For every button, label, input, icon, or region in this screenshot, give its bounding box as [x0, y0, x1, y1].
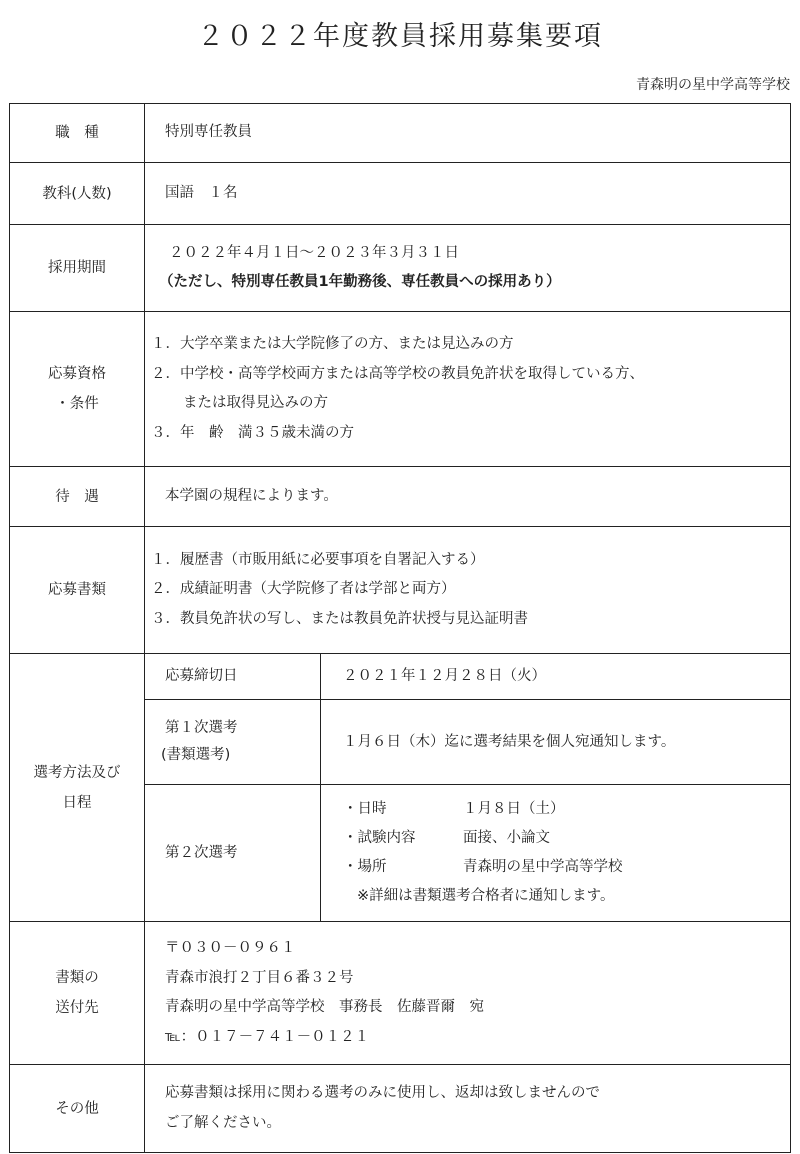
qualification-label — [10, 312, 145, 467]
sendto-line: 青森市浪打２丁目６番３２号 — [165, 969, 354, 986]
sendto-line: 青森明の星中学高等学校 事務長 佐藤晋爾 宛 — [165, 999, 484, 1015]
row-subject — [10, 163, 791, 225]
documents-item: ２．成績証明書（大学院修了者は学部と両方） — [151, 581, 456, 598]
selection-label — [10, 654, 145, 922]
other-line1: 応募書類は採用に関わる選考のみに使用し、返却は致しませんので — [165, 1085, 600, 1101]
sendto-label1: 書類の — [55, 970, 99, 986]
selection-label2: 日程 — [62, 794, 92, 811]
first-selection-label2: (書類選考) — [161, 747, 231, 763]
deadline-label: 応募締切日 — [145, 654, 321, 700]
treatment-value: 本学園の規程によります。 — [145, 467, 791, 527]
school-name: 青森明の星中学高等学校 — [636, 77, 790, 93]
second-date-key: ・日時 — [343, 801, 387, 817]
second-selection-details — [321, 785, 791, 922]
position-label: 職 種 — [10, 104, 145, 163]
other-label: その他 — [10, 1065, 145, 1153]
sendto-label2: 送付先 — [55, 1000, 99, 1016]
second-content-key: ・試験内容 — [343, 830, 416, 846]
row-treatment — [10, 467, 791, 527]
selection-label1: 選考方法及び — [33, 764, 121, 781]
second-place — [343, 853, 790, 882]
qualification-item: ２．中学校・高等学校両方または高等学校の教員免許状を取得している方、 — [151, 365, 644, 382]
second-content — [343, 824, 790, 853]
row-sendto — [10, 922, 791, 1065]
qualification-item: １．大学卒業または大学院修了の方、または見込みの方 — [151, 336, 514, 352]
position-value: 特別専任教員 — [145, 104, 791, 163]
documents-list — [145, 527, 791, 654]
first-selection-label — [145, 700, 321, 785]
recruitment-table — [9, 103, 791, 1153]
row-other — [10, 1065, 791, 1153]
row-period — [10, 225, 791, 312]
second-date-value: １月８日（土） — [463, 801, 565, 817]
row-qualification — [10, 312, 791, 467]
row-deadline — [10, 654, 791, 700]
documents-item: １．履歴書（市販用紙に必要事項を自署記入する） — [151, 551, 485, 568]
first-selection-value: １月６日（木）迄に選考結果を個人宛通知します。 — [321, 700, 791, 785]
treatment-label: 待 遇 — [10, 467, 145, 527]
second-place-value: 青森明の星中学高等学校 — [463, 859, 623, 875]
period-value — [145, 225, 791, 312]
subject-label: 教科(人数) — [10, 163, 145, 225]
second-note: ※詳細は書類選考合格者に通知します。 — [357, 888, 615, 904]
qualification-label1: 応募資格 — [48, 366, 106, 382]
documents-label: 応募書類 — [10, 527, 145, 654]
sendto-address — [145, 922, 791, 1065]
qualification-item: または取得見込みの方 — [183, 395, 328, 411]
first-selection-label1: 第１次選考 — [165, 720, 238, 736]
sendto-label — [10, 922, 145, 1065]
other-line2: ご了解ください。 — [165, 1114, 281, 1131]
qualification-item: ３．年 齢 満３５歳未満の方 — [151, 424, 354, 441]
deadline-value: ２０２１年１２月２８日（火） — [321, 654, 791, 700]
qualification-list — [145, 312, 791, 467]
sendto-line: 〒０３０－０９６１ — [165, 940, 296, 956]
documents-item: ３．教員免許状の写し、または教員免許状授与見込証明書 — [151, 610, 528, 627]
sendto-line: ℡：０１７－７４１－０１２１ — [165, 1028, 370, 1045]
period-label: 採用期間 — [10, 225, 145, 312]
page-title: ２０２２年度教員採用募集要項 — [197, 21, 603, 52]
qualification-label2: ・条件 — [55, 396, 99, 412]
second-date — [343, 795, 790, 824]
other-value — [145, 1065, 791, 1153]
second-content-value: 面接、小論文 — [463, 830, 550, 846]
period-line1: ２０２２年４月１日～２０２３年３月３１日 — [169, 244, 459, 261]
row-documents — [10, 527, 791, 654]
period-line2: （ただし、特別専任教員1年勤務後、専任教員への採用あり） — [159, 274, 561, 290]
second-place-key: ・場所 — [343, 859, 387, 875]
row-position — [10, 104, 791, 163]
subject-value: 国語 １名 — [145, 163, 791, 225]
second-selection-label: 第２次選考 — [145, 785, 321, 922]
